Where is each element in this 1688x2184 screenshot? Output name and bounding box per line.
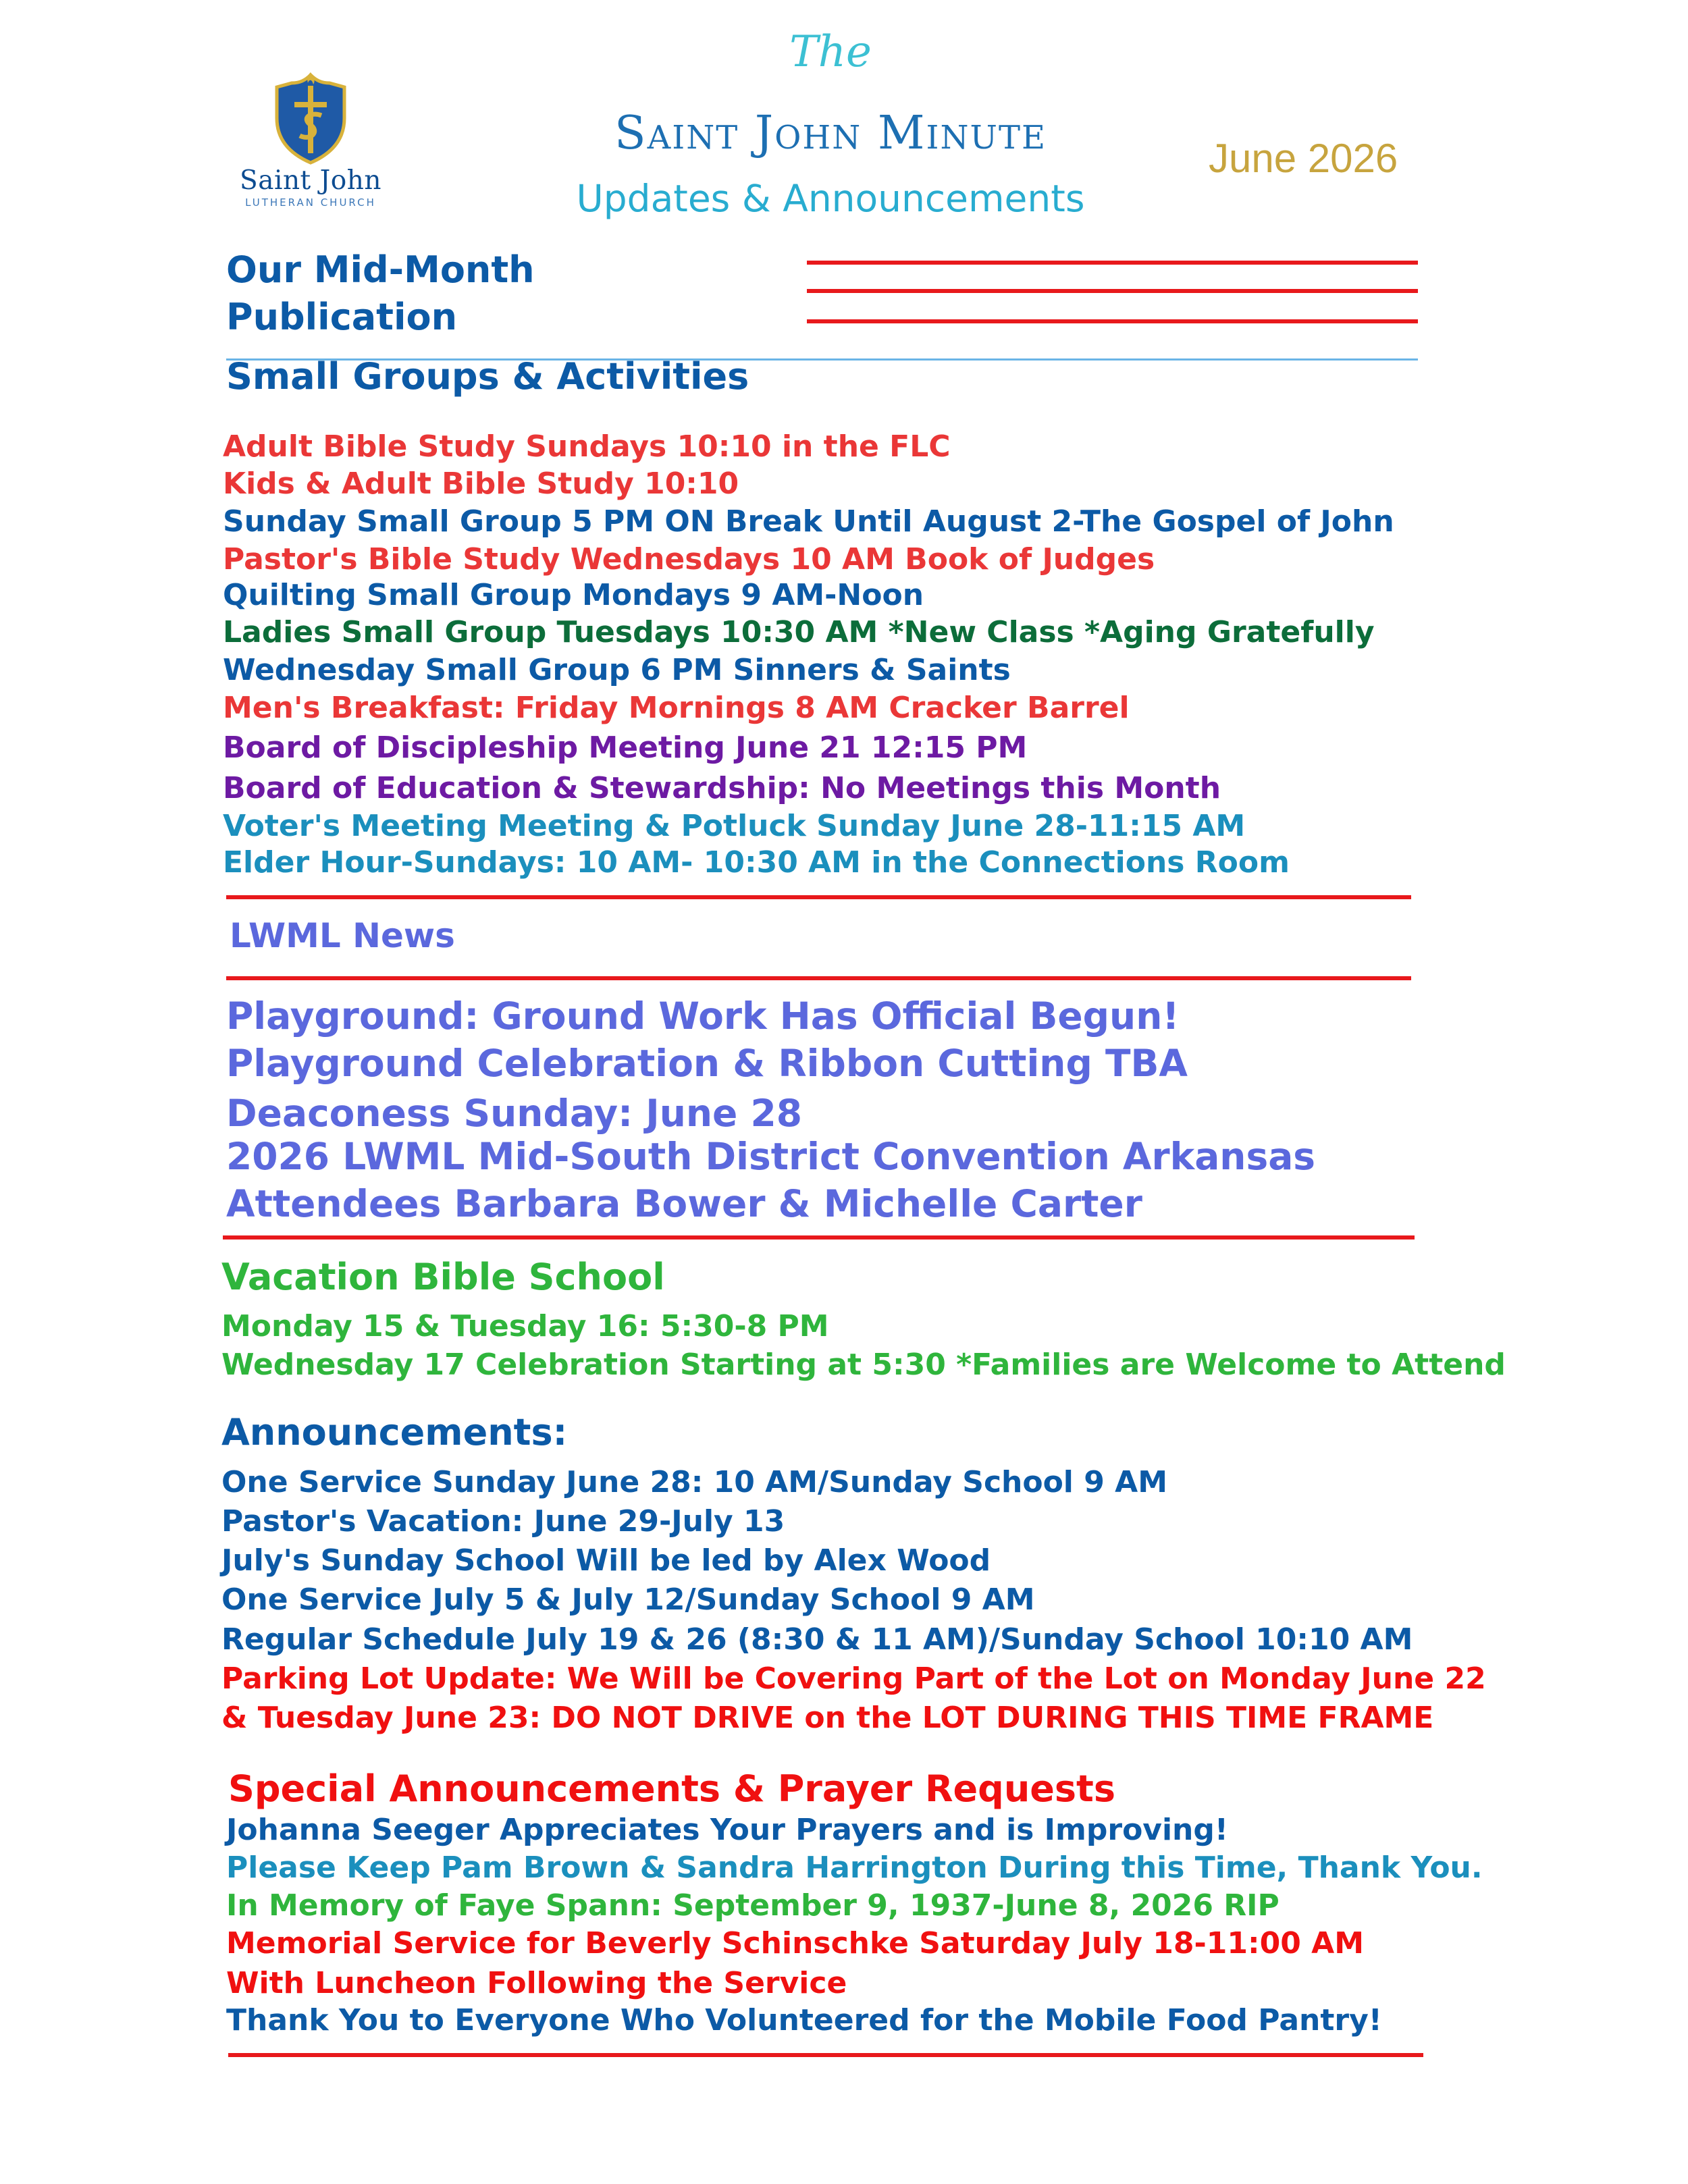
- lwml-item: 2026 LWML Mid-South District Convention Arkansas: [226, 1135, 1316, 1178]
- special-item: Thank You to Everyone Who Volunteered for the Mobile Food Pantry!: [226, 2003, 1382, 2037]
- announcement-item: Parking Lot Update: We Will be Covering Part of the Lot on Monday June 22: [221, 1661, 1486, 1696]
- small-group-item: Adult Bible Study Sundays 10:10 in the FLC: [223, 429, 951, 464]
- small-group-item: Sunday Small Group 5 PM ON Break Until August 2-The Gospel of John: [223, 504, 1394, 539]
- small-group-item: Elder Hour-Sundays: 10 AM- 10:30 AM in the Connections Room: [223, 845, 1290, 880]
- masthead-subtitle: Updates & Announcements: [576, 177, 1085, 220]
- special-item: Please Keep Pam Brown & Sandra Harrington During this Time, Thank You.: [226, 1850, 1483, 1885]
- section-rule: [228, 2053, 1423, 2057]
- intro-line-1: Our Mid-Month: [226, 248, 535, 291]
- announcement-item: & Tuesday June 23: DO NOT DRIVE on the LOT DURING THIS TIME FRAME: [221, 1701, 1434, 1735]
- small-group-item: Wednesday Small Group 6 PM Sinners & Saints: [223, 653, 1011, 687]
- small-group-item: Board of Discipleship Meeting June 21 12:15 PM: [223, 730, 1028, 765]
- vbs-item: Monday 15 & Tuesday 16: 5:30-8 PM: [221, 1309, 829, 1343]
- section-rule: [226, 895, 1411, 899]
- special-item: In Memory of Faye Spann: September 9, 1937-June 8, 2026 RIP: [226, 1888, 1280, 1923]
- intro-rule-1: [807, 261, 1418, 265]
- small-group-item: Kids & Adult Bible Study 10:10: [223, 467, 739, 501]
- small-group-item: Pastor's Bible Study Wednesdays 10 AM Book of Judges: [223, 542, 1155, 577]
- announcement-item: Pastor's Vacation: June 29-July 13: [221, 1504, 785, 1539]
- announcement-item: One Service Sunday June 28: 10 AM/Sunday School 9 AM: [221, 1465, 1167, 1499]
- logo-subtitle: LUTHERAN CHURCH: [245, 196, 376, 209]
- intro-rule-3: [807, 319, 1418, 323]
- intro-line-2: Publication: [226, 296, 458, 338]
- special-item: Johanna Seeger Appreciates Your Prayers and is Improving!: [226, 1813, 1228, 1847]
- lwml-item: Deaconess Sunday: June 28: [226, 1092, 803, 1135]
- section-rule: [223, 1235, 1415, 1240]
- small-group-item: Board of Education & Stewardship: No Meetings this Month: [223, 771, 1221, 805]
- announcement-item: Regular Schedule July 19 & 26 (8:30 & 11 AM)/Sunday School 10:10 AM: [221, 1622, 1413, 1657]
- issue-date: June 2026: [1209, 136, 1398, 181]
- small-group-item: Voter's Meeting Meeting & Potluck Sunday June 28-11:15 AM: [223, 809, 1246, 843]
- special-item: With Luncheon Following the Service: [226, 1966, 847, 2000]
- announcements-heading: Announcements:: [221, 1411, 568, 1454]
- vbs-item: Wednesday 17 Celebration Starting at 5:30 *Families are Welcome to Attend: [221, 1348, 1506, 1382]
- special-heading: Special Announcements & Prayer Requests: [228, 1767, 1115, 1810]
- lwml-item: Playground Celebration & Ribbon Cutting TBA: [226, 1042, 1188, 1085]
- lwml-item: Attendees Barbara Bower & Michelle Carter: [226, 1182, 1142, 1225]
- masthead-title: Saint John Minute: [614, 107, 1047, 160]
- logo-name: Saint John: [240, 165, 381, 196]
- masthead-the: The: [789, 27, 872, 77]
- vbs-heading: Vacation Bible School: [221, 1256, 665, 1298]
- small-groups-heading: Small Groups & Activities: [226, 355, 749, 398]
- announcement-item: One Service July 5 & July 12/Sunday School 9 AM: [221, 1582, 1035, 1617]
- small-group-item: Quilting Small Group Mondays 9 AM-Noon: [223, 578, 924, 612]
- church-logo: [223, 71, 398, 219]
- announcement-item: July's Sunday School Will be led by Alex Wood: [221, 1543, 991, 1578]
- lwml-item: Playground: Ground Work Has Official Begun!: [226, 994, 1180, 1038]
- section-rule: [226, 976, 1411, 980]
- lwml-heading: LWML News: [230, 916, 455, 955]
- shield-icon: [269, 71, 352, 165]
- special-item: Memorial Service for Beverly Schinschke Saturday July 18-11:00 AM: [226, 1926, 1364, 1961]
- intro-rule-2: [807, 289, 1418, 293]
- small-group-item: Ladies Small Group Tuesdays 10:30 AM *New Class *Aging Gratefully: [223, 615, 1375, 649]
- small-group-item: Men's Breakfast: Friday Mornings 8 AM Cracker Barrel: [223, 691, 1130, 725]
